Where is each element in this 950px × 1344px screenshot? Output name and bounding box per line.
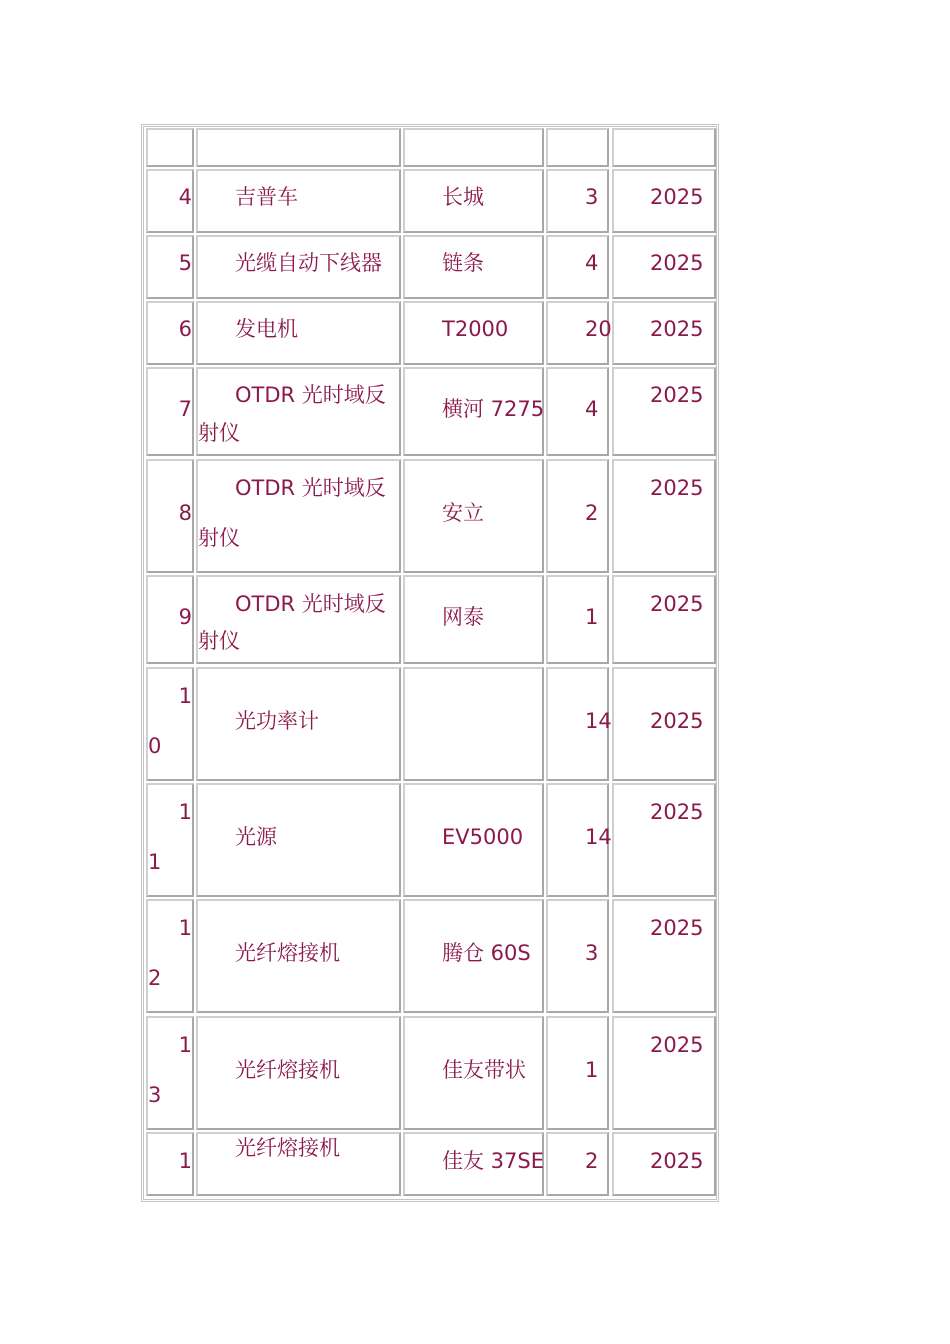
table-row: [146, 1016, 716, 1130]
year-cell: [612, 667, 716, 781]
name-cell: [196, 1016, 401, 1130]
year: 2025: [650, 185, 704, 209]
table-row-header: [146, 128, 716, 167]
row-number-cell: [146, 459, 194, 573]
row-number-cell: [146, 169, 194, 233]
equipment-model: 长城: [442, 185, 484, 209]
model-cell: [403, 1132, 544, 1196]
quantity: 2: [585, 501, 599, 525]
name-cell: [196, 1132, 401, 1196]
row-number-cell: [146, 667, 194, 781]
quantity-cell: [546, 169, 609, 233]
year: 2025: [650, 251, 704, 275]
name-cell: [196, 169, 401, 233]
equipment-name: 光缆自动下线器: [235, 251, 382, 275]
table-cell: [196, 128, 401, 167]
table-row: [146, 783, 716, 897]
year: 2025: [650, 709, 704, 733]
equipment-model: 网泰: [442, 605, 484, 629]
row-number-cell: [146, 301, 194, 365]
name-cell: [196, 301, 401, 365]
year-cell: [612, 783, 716, 897]
row-number: 7: [178, 397, 192, 421]
quantity-cell: [546, 301, 612, 365]
equipment-model: 佳友 37SE: [442, 1149, 544, 1173]
equipment-model: T2000: [442, 317, 509, 341]
name-cell: [196, 899, 401, 1013]
year-cell: [612, 459, 716, 573]
model-cell: [403, 235, 544, 299]
row-number-line2: 0: [148, 734, 162, 758]
row-number-line1: 1: [178, 684, 192, 708]
table-row: [146, 459, 716, 573]
table-row: [146, 367, 716, 456]
row-number-cell: [146, 367, 194, 456]
year-cell: [612, 575, 716, 664]
equipment-name-line2: 射仪: [198, 629, 240, 653]
equipment-name: 光源: [235, 825, 277, 849]
year-cell: [612, 235, 716, 299]
equipment-name: 光纤熔接机: [235, 1136, 340, 1160]
year-cell: [612, 899, 716, 1013]
quantity: 20: [585, 317, 612, 341]
row-number-line2: 2: [148, 966, 162, 990]
table-row: [146, 899, 716, 1013]
quantity-cell: [546, 235, 609, 299]
equipment-name: 光纤熔接机: [235, 1058, 340, 1082]
row-number-line1: 1: [178, 916, 192, 940]
table-cell: [403, 128, 544, 167]
table-cell: [146, 128, 194, 167]
equipment-name: 吉普车: [235, 185, 298, 209]
quantity: 4: [585, 251, 599, 275]
model-cell: [403, 783, 544, 897]
model-cell: [403, 1016, 544, 1130]
equipment-model: 腾仓 60S: [442, 941, 531, 965]
quantity-cell: [546, 367, 609, 456]
year: 2025: [650, 916, 704, 940]
name-cell: [196, 667, 401, 781]
quantity-cell: [546, 899, 609, 1013]
equipment-name: 光纤熔接机: [235, 941, 340, 965]
model-cell: [403, 301, 544, 365]
equipment-name-line2: 射仪: [198, 421, 240, 445]
row-number: 9: [178, 605, 192, 629]
year: 2025: [650, 1149, 704, 1173]
table-cell: [546, 128, 609, 167]
equipment-name-line1: OTDR 光时域反: [235, 592, 386, 616]
equipment-name-line1: OTDR 光时域反: [235, 383, 386, 407]
name-cell: [196, 459, 401, 573]
table-row: [146, 575, 716, 664]
row-number: 8: [178, 501, 192, 525]
year-cell: [612, 1016, 716, 1130]
table-row: [146, 169, 716, 233]
table-row: [146, 301, 716, 365]
model-cell: [403, 459, 544, 573]
model-cell: [403, 667, 544, 781]
model-cell: [403, 367, 544, 456]
quantity: 14: [585, 825, 612, 849]
equipment-name: 发电机: [235, 317, 298, 341]
quantity-cell: [546, 1016, 609, 1130]
row-number: 4: [178, 185, 192, 209]
quantity-cell: [546, 575, 609, 664]
year: 2025: [650, 800, 704, 824]
name-cell: [196, 783, 401, 897]
quantity-cell: [546, 459, 609, 573]
year-cell: [612, 367, 716, 456]
quantity: 3: [585, 941, 599, 965]
model-cell: [403, 575, 544, 664]
row-number-cell: [146, 783, 194, 897]
quantity: 1: [585, 605, 599, 629]
row-number-line2: 3: [148, 1083, 162, 1107]
year: 2025: [650, 383, 704, 407]
equipment-model: EV5000: [442, 825, 524, 849]
equipment-name: 光功率计: [235, 709, 319, 733]
equipment-model: 佳友带状: [442, 1058, 526, 1082]
table-row: [146, 1132, 716, 1196]
quantity: 14: [585, 709, 612, 733]
year-cell: [612, 1132, 716, 1196]
equipment-model: 横河 7275: [442, 397, 545, 421]
row-number: 1: [178, 1149, 192, 1173]
model-cell: [403, 899, 544, 1013]
equipment-name-line1: OTDR 光时域反: [235, 476, 386, 500]
row-number-cell: [146, 1016, 194, 1130]
name-cell: [196, 575, 401, 664]
table-cell: [612, 128, 716, 167]
year: 2025: [650, 476, 704, 500]
table-row: [146, 667, 716, 781]
table-row: [146, 235, 716, 299]
equipment-name-line2: 射仪: [198, 526, 240, 550]
quantity: 1: [585, 1058, 599, 1082]
year-cell: [612, 301, 716, 365]
row-number-line1: 1: [178, 1033, 192, 1057]
row-number-line1: 1: [178, 800, 192, 824]
quantity-cell: [546, 667, 612, 781]
name-cell: [196, 235, 401, 299]
equipment-model: 链条: [442, 251, 484, 275]
row-number-cell: [146, 1132, 194, 1196]
year: 2025: [650, 1033, 704, 1057]
row-number: 6: [178, 317, 192, 341]
row-number-cell: [146, 575, 194, 664]
model-cell: [403, 169, 544, 233]
quantity: 3: [585, 185, 599, 209]
year: 2025: [650, 592, 704, 616]
year: 2025: [650, 317, 704, 341]
row-number: 5: [178, 251, 192, 275]
quantity-cell: [546, 1132, 609, 1196]
quantity-cell: [546, 783, 612, 897]
name-cell: [196, 367, 401, 456]
quantity: 4: [585, 397, 599, 421]
row-number-line2: 1: [148, 850, 162, 874]
row-number-cell: [146, 899, 194, 1013]
row-number-cell: [146, 235, 194, 299]
quantity: 2: [585, 1149, 599, 1173]
equipment-model: 安立: [442, 501, 484, 525]
year-cell: [612, 169, 716, 233]
